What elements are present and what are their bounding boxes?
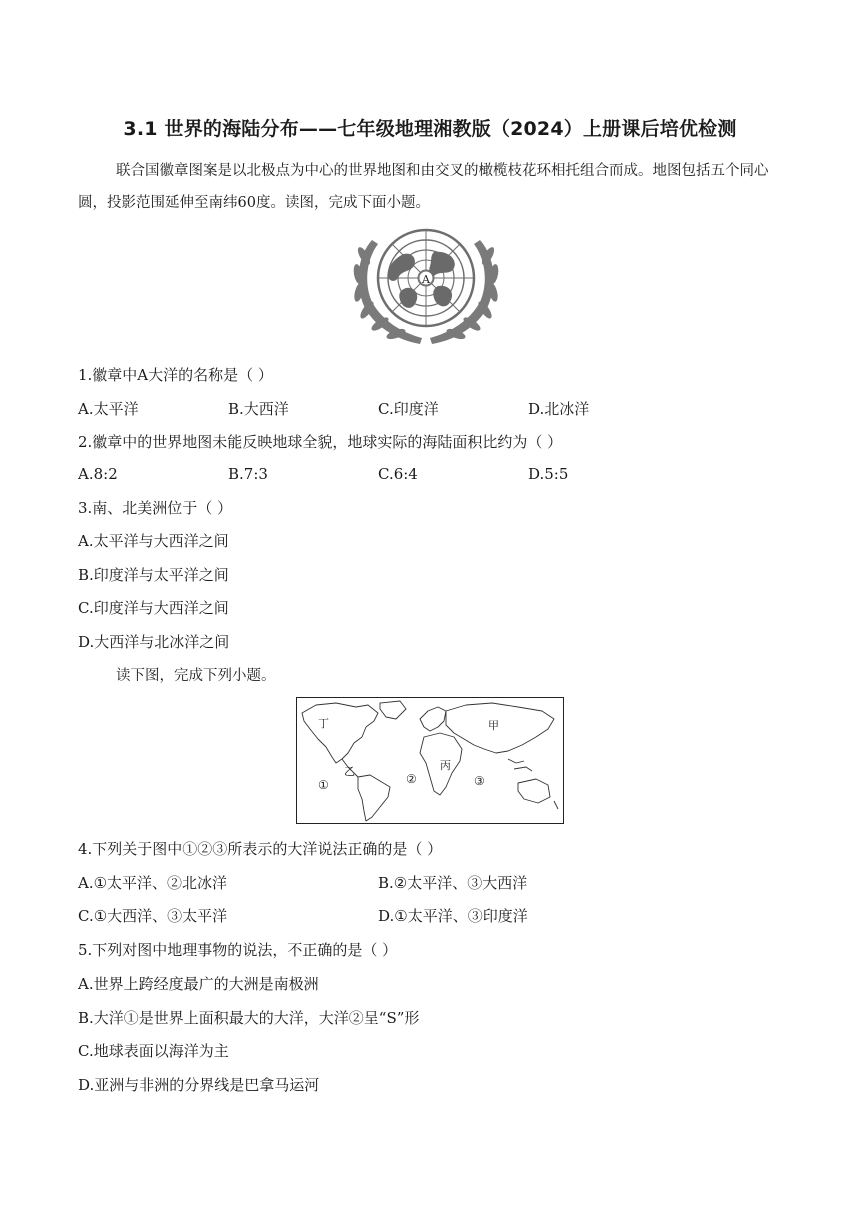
q4-option-d: D.①太平洋、③印度洋: [378, 907, 528, 925]
ocean-a-label: A: [422, 273, 430, 286]
world-map-svg: [296, 697, 564, 824]
world-map-figure: [296, 697, 564, 824]
q1-option-d: D.北冰洋: [528, 400, 590, 418]
q1-option-b: B.大西洋: [228, 400, 289, 418]
q3-option-c: C.印度洋与大西洋之间: [78, 599, 229, 617]
q2-option-d: D.5:5: [528, 465, 569, 483]
q5-option-a: A.世界上跨经度最广的大洲是南极洲: [78, 975, 319, 993]
q1-option-a: A.太平洋: [78, 400, 139, 418]
q3-option-d: D.大西洋与北冰洋之间: [78, 633, 230, 651]
map-label-ocean-3: ③: [474, 774, 485, 788]
q5-option-c: C.地球表面以海洋为主: [78, 1042, 229, 1060]
q5-option-b: B.大洋①是世界上面积最大的大洋，大洋②呈“S”形: [78, 1009, 420, 1027]
q4-option-b: B.②太平洋、③大西洋: [378, 874, 528, 892]
q4-option-c: C.①大西洋、③太平洋: [78, 907, 228, 925]
map-label-bing: 丙: [440, 759, 451, 772]
q5-option-d: D.亚洲与非洲的分界线是巴拿马运河: [78, 1076, 320, 1094]
intro-paragraph-2: 读下图，完成下列小题。: [116, 668, 276, 684]
map-label-yi: 乙: [344, 765, 355, 778]
q1-stem: 1.徽章中A大洋的名称是（ ）: [78, 366, 273, 384]
q3-stem: 3.南、北美洲位于（ ）: [78, 499, 233, 517]
intro-paragraph-1: 联合国徽章图案是以北极点为中心的世界地图和由交叉的橄榄枝花环相托组合而成。地图包括五个同心圆，投影范围延伸至南纬60度。读图，完成下面小题。: [78, 163, 769, 211]
map-label-ocean-1: ①: [318, 778, 329, 792]
q4-stem: 4.下列关于图中①②③所表示的大洋说法正确的是（ ）: [78, 840, 443, 858]
q3-option-b: B.印度洋与太平洋之间: [78, 566, 229, 584]
q5-stem: 5.下列对图中地理事物的说法，不正确的是（ ）: [78, 941, 398, 959]
q2-option-a: A.8:2: [78, 465, 118, 483]
un-emblem-figure: [350, 226, 502, 350]
q2-stem: 2.徽章中的世界地图未能反映地球全貌，地球实际的海陆面积比约为（ ）: [78, 433, 563, 451]
q2-option-c: C.6:4: [378, 465, 418, 483]
page-title: 3.1 世界的海陆分布——七年级地理湘教版（2024）上册课后培优检测: [123, 118, 737, 140]
q3-option-a: A.太平洋与大西洋之间: [78, 532, 229, 550]
map-label-ocean-2: ②: [406, 772, 417, 786]
un-emblem-svg: [350, 226, 502, 350]
q4-option-a: A.①太平洋、②北冰洋: [78, 874, 228, 892]
q1-option-c: C.印度洋: [378, 400, 439, 418]
q2-option-b: B.7:3: [228, 465, 268, 483]
map-label-jia: 甲: [488, 719, 499, 732]
map-label-ding: 丁: [318, 717, 329, 730]
